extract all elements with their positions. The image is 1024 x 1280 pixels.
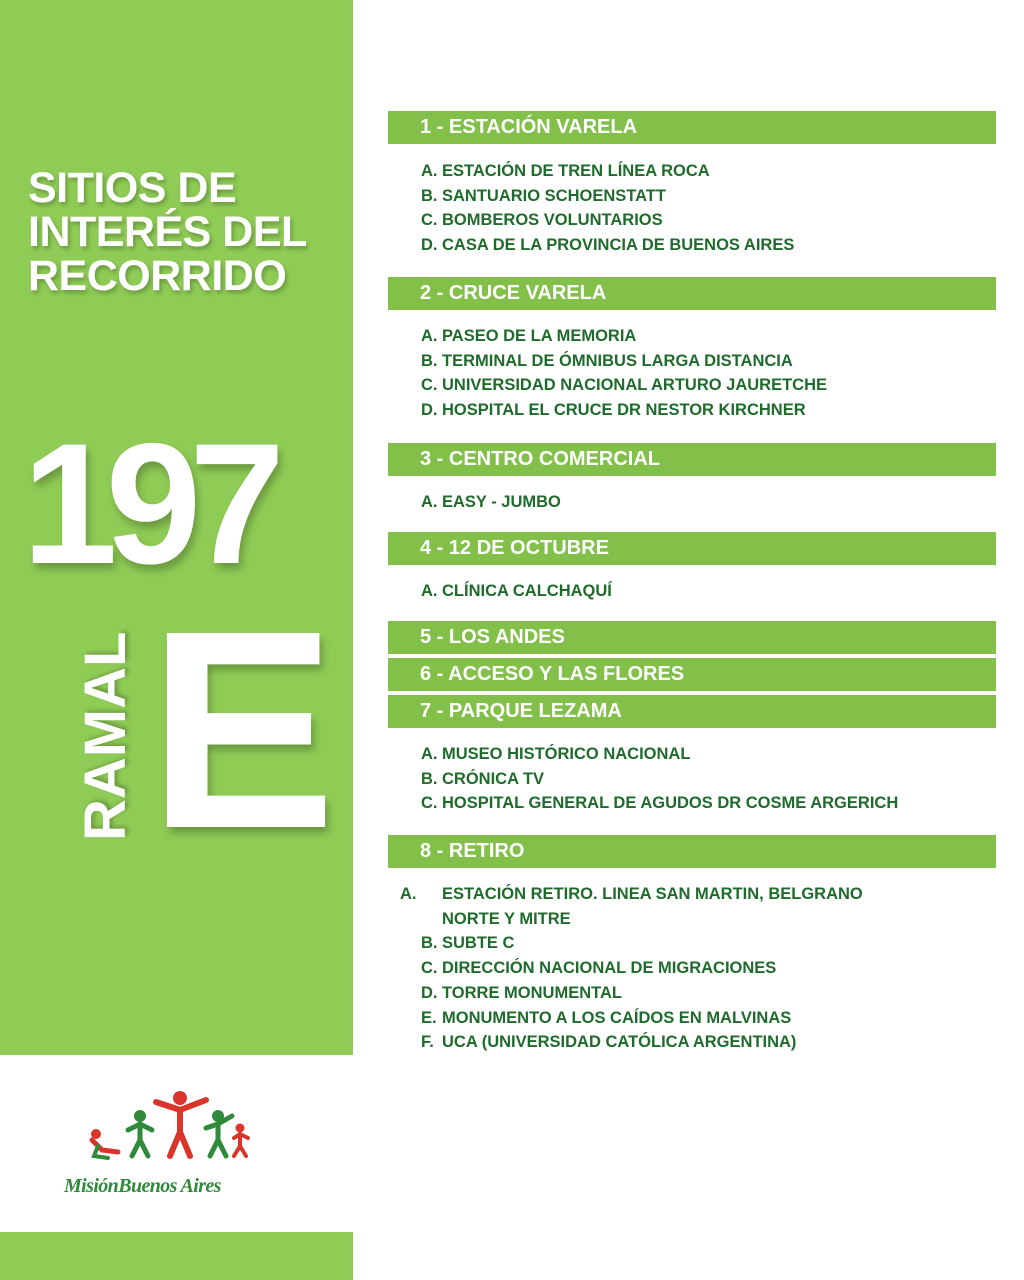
list-item bbox=[388, 579, 996, 604]
item-letter: B. bbox=[421, 769, 438, 788]
item-letter: A. bbox=[400, 885, 417, 903]
section-retiro bbox=[388, 835, 996, 1055]
panel-title-line-2: INTERÉS DEL bbox=[28, 208, 307, 256]
site-list bbox=[388, 882, 996, 1055]
list-item bbox=[388, 981, 996, 1006]
list-item bbox=[388, 324, 996, 349]
list-item bbox=[388, 373, 996, 398]
site-list bbox=[388, 324, 996, 423]
list-item bbox=[388, 791, 996, 816]
item-text: DIRECCIÓN NACIONAL DE MIGRACIONES bbox=[442, 959, 777, 978]
item-text: HOSPITAL EL CRUCE DR NESTOR KIRCHNER bbox=[442, 401, 806, 420]
item-letter: C. bbox=[421, 959, 438, 978]
logo-figure-red-center bbox=[156, 1091, 206, 1156]
item-letter: A. bbox=[421, 162, 438, 180]
logo-figure-small-red bbox=[234, 1124, 248, 1157]
panel-title-line-3: RECORRIDO bbox=[28, 252, 287, 300]
site-list bbox=[388, 579, 996, 604]
item-text: UNIVERSIDAD NACIONAL ARTURO JAURETCHE bbox=[442, 376, 828, 395]
list-item bbox=[388, 956, 996, 981]
panel-title-line-1: SITIOS DE bbox=[28, 164, 237, 212]
list-item bbox=[388, 184, 996, 209]
list-item bbox=[388, 398, 996, 423]
item-letter: A. bbox=[421, 745, 438, 763]
section-los-andes bbox=[388, 621, 996, 654]
site-list bbox=[388, 159, 996, 258]
item-text: HOSPITAL GENERAL DE AGUDOS DR COSME ARGERICH bbox=[442, 794, 899, 813]
item-letter: C. bbox=[421, 794, 438, 813]
item-text: BOMBEROS VOLUNTARIOS bbox=[442, 211, 663, 230]
list-item bbox=[388, 1006, 996, 1031]
item-text: SUBTE C bbox=[442, 934, 515, 953]
item-text: UCA (UNIVERSIDAD CATÓLICA ARGENTINA) bbox=[442, 1033, 797, 1052]
item-letter: B. bbox=[421, 934, 438, 953]
left-panel bbox=[0, 0, 353, 1055]
list-item bbox=[388, 208, 996, 233]
item-text: PASEO DE LA MEMORIA bbox=[442, 327, 637, 345]
section-header: 3 - CENTRO COMERCIAL bbox=[388, 443, 996, 476]
section-cruce-varela bbox=[388, 277, 996, 423]
item-text: CLÍNICA CALCHAQUÍ bbox=[442, 582, 612, 600]
section-header: 5 - LOS ANDES bbox=[388, 621, 996, 654]
logo-wordmark: MisiónBuenos Aires bbox=[64, 1175, 221, 1197]
item-text: CRÓNICA TV bbox=[442, 769, 545, 788]
item-letter: C. bbox=[421, 376, 438, 395]
logo-figure-green-2 bbox=[206, 1110, 232, 1156]
item-letter: D. bbox=[421, 401, 438, 420]
section-header: 7 - PARQUE LEZAMA bbox=[388, 695, 996, 728]
section-header: 8 - RETIRO bbox=[388, 835, 996, 868]
item-text: ESTACIÓN RETIRO. LINEA SAN MARTIN, BELGRANO NORTE Y MITRE bbox=[442, 885, 863, 928]
list-item bbox=[388, 1030, 996, 1055]
item-text: EASY - JUMBO bbox=[442, 493, 561, 511]
bottom-green-strip bbox=[0, 1232, 353, 1280]
list-item bbox=[388, 742, 996, 767]
item-letter: E. bbox=[421, 1008, 437, 1027]
panel-title bbox=[28, 166, 348, 298]
branch-letter: E bbox=[148, 572, 337, 887]
list-item bbox=[388, 767, 996, 792]
item-text: ESTACIÓN DE TREN LÍNEA ROCA bbox=[442, 162, 710, 180]
site-list bbox=[388, 742, 996, 816]
list-item bbox=[388, 349, 996, 374]
list-item bbox=[388, 159, 996, 184]
list-item bbox=[388, 931, 996, 956]
section-header: 1 - ESTACIÓN VARELA bbox=[388, 111, 996, 144]
logo-figure-green-1 bbox=[128, 1110, 152, 1156]
item-letter: D. bbox=[421, 236, 438, 255]
item-text: MUSEO HISTÓRICO NACIONAL bbox=[442, 745, 691, 763]
item-letter: A. bbox=[421, 327, 438, 345]
route-number: 197 bbox=[22, 408, 273, 600]
item-letter: A. bbox=[421, 493, 438, 511]
section-centro-comercial bbox=[388, 443, 996, 515]
logo-figure-reclining bbox=[91, 1129, 118, 1158]
item-letter: B. bbox=[421, 351, 438, 370]
list-item bbox=[388, 882, 902, 931]
item-letter: C. bbox=[421, 211, 438, 230]
item-letter: B. bbox=[421, 186, 438, 205]
section-header: 4 - 12 DE OCTUBRE bbox=[388, 532, 996, 565]
section-estacion-varela bbox=[388, 111, 996, 258]
item-letter: D. bbox=[421, 983, 438, 1002]
item-text: TORRE MONUMENTAL bbox=[442, 983, 622, 1002]
section-parque-lezama bbox=[388, 695, 996, 816]
list-item bbox=[388, 490, 996, 515]
item-text: SANTUARIO SCHOENSTATT bbox=[442, 186, 666, 205]
item-letter: F. bbox=[421, 1033, 434, 1052]
section-header: 6 - ACCESO Y LAS FLORES bbox=[388, 658, 996, 691]
section-header: 2 - CRUCE VARELA bbox=[388, 277, 996, 310]
section-acceso-y-las-flores bbox=[388, 658, 996, 691]
item-text: CASA DE LA PROVINCIA DE BUENOS AIRES bbox=[442, 236, 795, 255]
list-item bbox=[388, 233, 996, 258]
item-text: MONUMENTO A LOS CAÍDOS EN MALVINAS bbox=[442, 1008, 792, 1027]
ramal-label: RAMAL bbox=[73, 631, 138, 841]
item-letter: A. bbox=[421, 582, 438, 600]
site-list bbox=[388, 490, 996, 515]
section-12-de-octubre bbox=[388, 532, 996, 604]
item-text: TERMINAL DE ÓMNIBUS LARGA DISTANCIA bbox=[442, 351, 793, 370]
